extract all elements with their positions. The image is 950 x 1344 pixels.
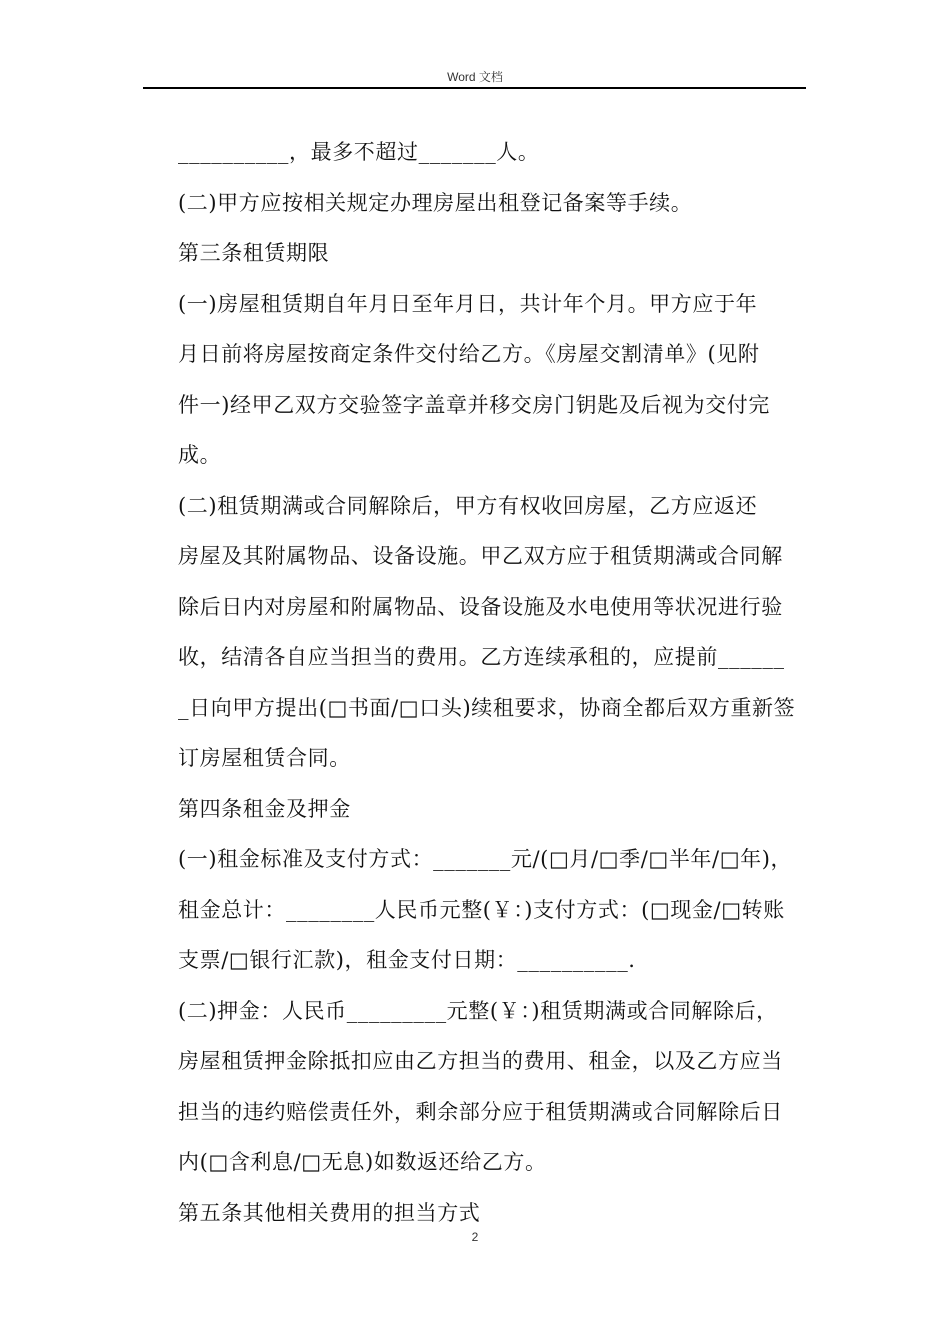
text-line: 订房屋租赁合同。 — [178, 746, 351, 770]
text-line: 收，结清各自应当担当的费用。乙方连续承租的，应提前______ — [178, 645, 785, 669]
section-heading: 第四条租金及押金 — [178, 796, 351, 821]
section-heading: 第五条其他相关费用的担当方式 — [178, 1200, 481, 1225]
text-line: 房屋租赁押金除抵扣应由乙方担当的费用、租金，以及乙方应当 — [178, 1049, 783, 1073]
text-line: 租金总计：________人民币元整(￥：)支付方式：(□现金/□转账 — [178, 897, 785, 922]
text-line: 内(□含利息/□无息)如数返还给乙方。 — [178, 1150, 547, 1174]
text-line: (二)甲方应按相关规定办理房屋出租登记备案等手续。 — [178, 190, 693, 215]
document-body — [178, 127, 808, 1238]
section-heading: 第三条租赁期限 — [178, 241, 330, 265]
text-line: _日向甲方提出(□书面/□口头)续租要求，协商全都后双方重新签 — [178, 695, 796, 720]
text-line: 担当的违约赔偿责任外，剩余部分应于租赁期满或合同解除后日 — [178, 1099, 783, 1124]
text-line: 成。 — [178, 443, 222, 467]
text-line: 支票/□银行汇款)，租金支付日期：__________. — [178, 948, 636, 972]
text-line: 月日前将房屋按商定条件交付给乙方。《房屋交割清单》(见附 — [178, 342, 760, 366]
text-line: 房屋及其附属物品、设备设施。甲乙双方应于租赁期满或合同解 — [178, 544, 783, 568]
text-line: 除后日内对房屋和附属物品、设备设施及水电使用等状况进行验 — [178, 594, 783, 619]
text-line: (一)房屋租赁期自年月日至年月日，共计年个月。甲方应于年 — [178, 291, 758, 316]
page-header-title: Word 文档 — [447, 70, 503, 84]
text-line: 件一)经甲乙双方交验签字盖章并移交房门钥匙及后视为交付完 — [178, 392, 770, 417]
text-line: (二)租赁期满或合同解除后，甲方有权收回房屋，乙方应返还 — [178, 493, 758, 518]
header-divider — [143, 87, 806, 89]
text-line: __________，最多不超过_______人。 — [178, 140, 540, 164]
page-number: 2 — [471, 1230, 479, 1244]
text-line: (二)押金：人民币_________元整(￥：)租赁期满或合同解除后， — [178, 998, 778, 1023]
text-line: (一)租金标准及支付方式：_______元/(□月/□季/□半年/□年)， — [178, 847, 793, 871]
